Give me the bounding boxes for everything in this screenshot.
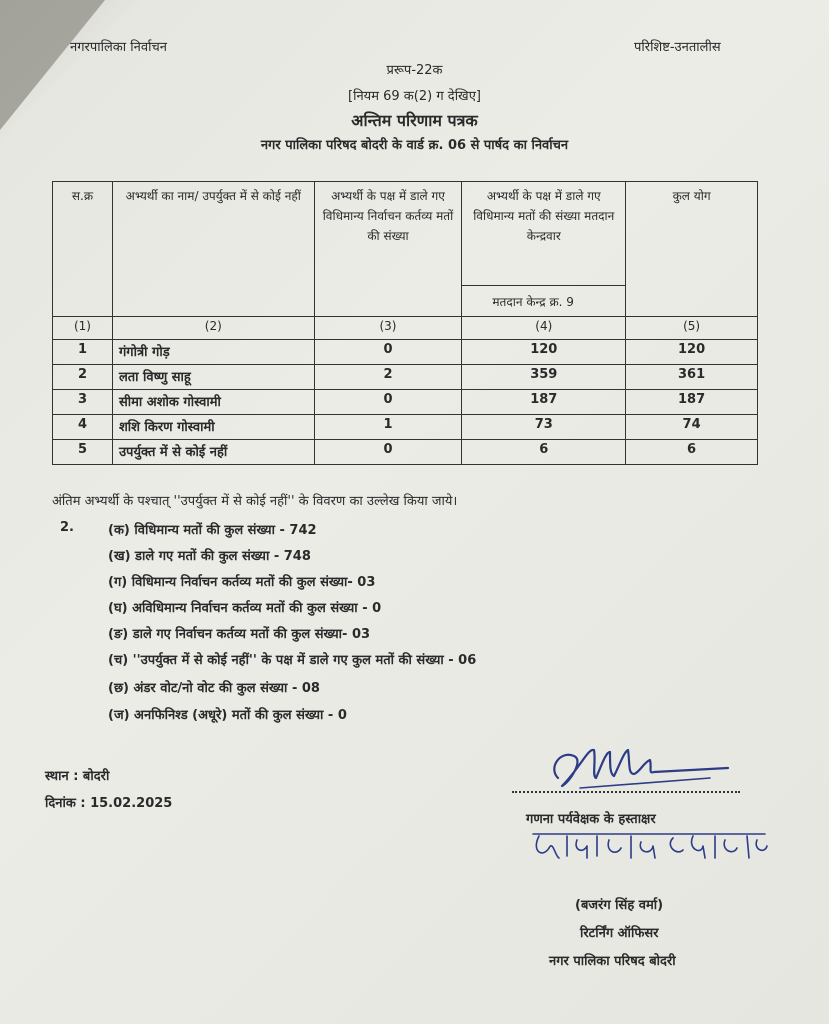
header-booth-votes: [462, 182, 626, 317]
header-duty-votes: अभ्यर्थी के पक्ष में डाले गए विधिमान्य निर्वाचन कर्तव्य मतों की संख्या: [314, 182, 462, 317]
summary-line: (ख) डाले गए मतों की कुल संख्या - 748: [108, 549, 311, 564]
column-number: (5): [626, 317, 758, 340]
duty-votes: 0: [314, 340, 462, 365]
table-row: [53, 390, 758, 415]
column-number: (1): [53, 317, 113, 340]
date-label: दिनांक : 15.02.2025: [45, 796, 173, 811]
total-votes: 187: [626, 390, 758, 415]
column-number-row: [53, 317, 758, 340]
candidate-name: सीमा अशोक गोस्वामी: [112, 390, 314, 415]
signature-line: [512, 791, 740, 793]
column-number: (3): [314, 317, 462, 340]
table-row: [53, 440, 758, 465]
summary-line: (ङ) डाले गए निर्वाचन कर्तव्य मतों की कुल संख्या- 03: [108, 627, 371, 642]
row-sno: 4: [53, 415, 113, 440]
table-row: [53, 415, 758, 440]
table-row: [53, 340, 758, 365]
summary-line: (च) ''उपर्युक्त में से कोई नहीं'' के पक्ष में डाले गए कुल मतों की संख्या - 06: [108, 653, 477, 668]
row-sno: 1: [53, 340, 113, 365]
rule-reference: [नियम 69 क(2) ग देखिए]: [348, 89, 481, 104]
total-votes: 74: [626, 415, 758, 440]
booth-votes: 359: [462, 365, 626, 390]
table-row: [53, 365, 758, 390]
header-booth-votes-label: अभ्यर्थी के पक्ष में डाले गए विधिमान्य मतों की संख्या मतदान केन्द्रवार: [462, 182, 625, 286]
returning-officer-title: रिटर्निंग ऑफिसर: [580, 926, 659, 941]
column-number: (4): [462, 317, 626, 340]
total-votes: 361: [626, 365, 758, 390]
candidate-name: उपर्युक्त में से कोई नहीं: [112, 440, 314, 465]
summary-item-number: 2.: [60, 520, 74, 535]
booth-votes: 6: [462, 440, 626, 465]
booth-votes: 187: [462, 390, 626, 415]
place-label: स्थान : बोदरी: [45, 769, 110, 784]
booth-votes: 120: [462, 340, 626, 365]
header-left-label: नगरपालिका निर्वाचन: [70, 40, 167, 55]
results-table: [52, 181, 758, 465]
duty-votes: 0: [314, 390, 462, 415]
signature-label: गणना पर्यवेक्षक के हस्ताक्षर: [526, 812, 656, 827]
candidate-name: शशि किरण गोस्वामी: [112, 415, 314, 440]
header-name: अभ्यर्थी का नाम/ उपर्युक्त में से कोई नहीं: [112, 182, 314, 317]
header-right-label: परिशिष्ट-उनतालीस: [634, 40, 721, 55]
row-sno: 5: [53, 440, 113, 465]
column-number: (2): [112, 317, 314, 340]
total-votes: 120: [626, 340, 758, 365]
nota-instruction-note: अंतिम अभ्यर्थी के पश्चात् ''उपर्युक्त में से कोई नहीं'' के विवरण का उल्लेख किया जाये।: [52, 494, 458, 509]
row-sno: 3: [53, 390, 113, 415]
document-subtitle: नगर पालिका परिषद बोदरी के वार्ड क्र. 06 से पार्षद का निर्वाचन: [260, 138, 569, 153]
candidate-name: गंगोत्री गोड़: [112, 340, 314, 365]
booth-votes: 73: [462, 415, 626, 440]
row-sno: 2: [53, 365, 113, 390]
summary-line: (ज) अनफिनिश्ड (अधूरे) मतों की कुल संख्या - 0: [108, 708, 347, 723]
handwritten-supervisor-name: [525, 826, 775, 866]
duty-votes: 1: [314, 415, 462, 440]
table-header-row: [53, 182, 758, 317]
form-number: प्ररूप-22क: [386, 63, 443, 78]
duty-votes: 0: [314, 440, 462, 465]
returning-officer-name: (बजरंग सिंह वर्मा): [575, 898, 664, 913]
summary-line: (क) विधिमान्य मतों की कुल संख्या - 742: [108, 523, 317, 538]
returning-officer-office: नगर पालिका परिषद बोदरी: [549, 954, 676, 969]
header-total: कुल योग: [626, 182, 758, 317]
summary-line: (ग) विधिमान्य निर्वाचन कर्तव्य मतों की कुल संख्या- 03: [108, 575, 376, 590]
header-sno: स.क्र: [53, 182, 113, 317]
supervisor-signature: [540, 738, 740, 798]
summary-line: (घ) अविधिमान्य निर्वाचन कर्तव्य मतों की कुल संख्या - 0: [108, 601, 382, 616]
duty-votes: 2: [314, 365, 462, 390]
summary-line: (छ) अंडर वोट/नो वोट की कुल संख्या - 08: [108, 681, 320, 696]
document-title: अन्तिम परिणाम पत्रक: [351, 111, 478, 130]
header-booth-number: मतदान केन्द्र क्र. 9: [492, 295, 574, 309]
candidate-name: लता विष्णु साहू: [112, 365, 314, 390]
total-votes: 6: [626, 440, 758, 465]
